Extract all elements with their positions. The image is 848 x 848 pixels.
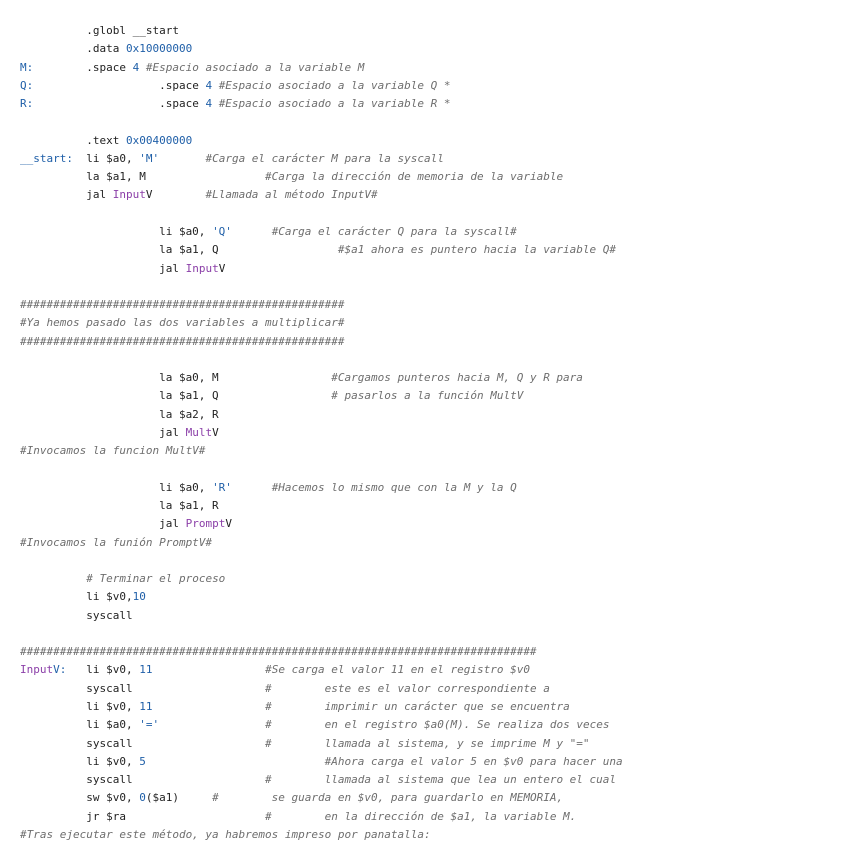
code-line [20,515,232,533]
code-line [20,296,345,314]
code-line [20,40,192,58]
code-text: li $v0, [20,590,133,604]
code-number: 11 [139,699,153,713]
code-label: V: [53,663,67,677]
code-text: V [212,425,219,439]
code-comment: # llamada al sistema que lea un entero el cual [265,773,617,787]
code-line [20,771,616,789]
code-text [146,755,325,768]
code-function: Input [185,261,219,275]
code-comment: #Ya hemos pasado las dos variables a multiplicar# [20,316,345,330]
code-text: syscall [20,736,266,750]
code-string: 'R' [212,480,232,494]
code-line [20,497,219,515]
code-text [232,225,272,238]
code-text: syscall [20,773,266,787]
code-comment: # en el registro $a0(M). Se realiza dos veces [265,718,610,732]
code-label: R: [20,97,34,111]
code-number: 4 [205,97,213,111]
code-line [20,680,550,698]
code-line [20,314,345,332]
code-string: '=' [139,718,160,732]
code-comment: #$a1 ahora es puntero hacia la variable Q# [337,243,617,257]
code-comment: #Carga el carácter M para la syscall [205,151,444,165]
code-number: 11 [139,663,153,677]
code-number: 10 [132,590,146,604]
code-text: la $a0, M [20,371,332,385]
code-line [20,22,179,40]
code-line [20,150,444,168]
code-line [20,808,576,826]
code-text: la $a1, Q [20,243,338,257]
code-text: jr $ra [20,809,266,823]
code-comment: #Carga la dirección de memoria de la variable [265,170,564,184]
code-string: 'Q' [212,224,232,238]
code-comment: # en la dirección de $a1, la variable M. [265,809,577,823]
code-line [20,223,517,241]
code-text: syscall [20,608,133,622]
code-comment: # se guarda en $v0, para guardarlo en MEMORIA, [212,791,564,805]
code-number: 4 [205,78,213,92]
code-text: la $a1, R [20,499,219,513]
code-comment: # llamada al sistema, y se imprime M y "=" [265,736,590,750]
code-line [20,333,345,351]
code-text: jal [20,261,186,275]
code-text [139,61,146,74]
code-comment: #Hacemos lo mismo que con la M y la Q [271,480,517,494]
code-text: li $a0, [20,224,213,238]
code-text: .space [33,60,133,74]
code-comment: #Invocamos la funcion MultV# [20,444,206,458]
code-comment: #Tras ejecutar este método, ya habremos impreso por panatalla: [20,827,431,841]
code-line [20,369,583,387]
code-line [20,698,570,716]
code-text [232,481,272,494]
code-number: 0 [139,791,146,805]
code-text [159,718,265,731]
code-text [20,572,86,585]
code-text: syscall [20,681,266,695]
code-text: .text [20,133,126,147]
code-text: li $a0, [72,151,140,165]
code-number: 0x10000000 [125,42,193,56]
code-line [20,607,133,625]
code-line [20,442,205,460]
code-text [152,700,265,713]
code-text: la $a1, Q [20,389,332,403]
code-comment: #Espacio asociado a la variable Q * [218,78,451,92]
code-text: .globl __start [20,24,179,37]
code-text: V [218,261,226,275]
code-comment: #Espacio asociado a la variable M [145,60,365,74]
code-text [152,663,265,676]
code-text: sw $v0, [20,791,140,805]
code-text: jal [20,425,186,439]
code-line [20,186,378,204]
code-line [20,387,523,405]
code-number: 5 [139,754,146,768]
code-line [20,643,537,661]
code-comment: ################################################# [20,334,345,348]
code-text: .data [20,42,126,56]
code-text [212,97,219,110]
code-comment: #Ahora carga el valor 5 en $v0 para hacer una [324,754,623,768]
code-line [20,570,225,588]
code-function: Prompt [185,517,226,531]
code-line [20,132,192,150]
code-line [20,260,225,278]
code-text: li $v0, [20,754,140,768]
code-label: Q: [20,78,34,92]
code-label: M: [20,60,34,74]
code-line [20,424,219,442]
code-text: V [145,188,206,202]
code-number: 0x00400000 [125,133,193,147]
code-line [20,59,364,77]
code-text: jal [20,517,186,531]
code-line [20,534,212,552]
code-line [20,241,616,259]
code-comment: #Se carga el valor 11 en el registro $v0 [265,663,530,677]
code-text: .space [33,78,206,92]
code-line [20,479,517,497]
code-comment: # pasarlos a la función MultV [331,389,524,403]
code-text: V [225,517,232,531]
code-text: li $a0, [20,480,213,494]
code-function: Input [112,188,146,202]
code-line [20,95,450,113]
code-comment: ############################################################################## [20,645,537,659]
code-text: la $a2, R [20,407,219,421]
code-line [20,789,563,807]
code-text: jal [20,188,113,202]
code-line [20,77,450,95]
code-text: ($a1) [145,791,213,805]
code-line [20,661,530,679]
code-text: la $a1, M [20,170,266,184]
code-line [20,753,623,771]
code-line [20,588,146,606]
code-comment: # imprimir un carácter que se encuentra [265,699,570,713]
code-text: li $a0, [20,718,140,732]
code-comment: #Carga el carácter Q para la syscall# [271,224,517,238]
code-comment: #Invocamos la funión PromptV# [20,535,213,549]
code-text: .space [33,97,206,111]
code-text: li $v0, [66,663,140,677]
code-line [20,168,563,186]
code-function: Mult [185,425,213,439]
code-function: Input [20,663,54,677]
code-line [20,716,609,734]
code-comment: #Llamada al método InputV# [205,188,378,202]
code-line [20,735,590,753]
code-comment: # Terminar el proceso [86,572,226,586]
code-text: li $v0, [20,699,140,713]
code-line [20,406,219,424]
code-comment: #Espacio asociado a la variable R * [218,97,451,111]
code-comment: #Cargamos punteros hacia M, Q y R para [331,371,583,385]
code-comment: ################################################# [20,298,345,312]
code-text [212,79,219,92]
code-number: 4 [132,60,140,74]
code-line [20,826,431,844]
code-string: 'M' [139,151,160,165]
code-comment: # este es el valor correspondiente a [265,681,550,695]
code-label: __start: [20,151,73,165]
code-text [159,152,205,165]
